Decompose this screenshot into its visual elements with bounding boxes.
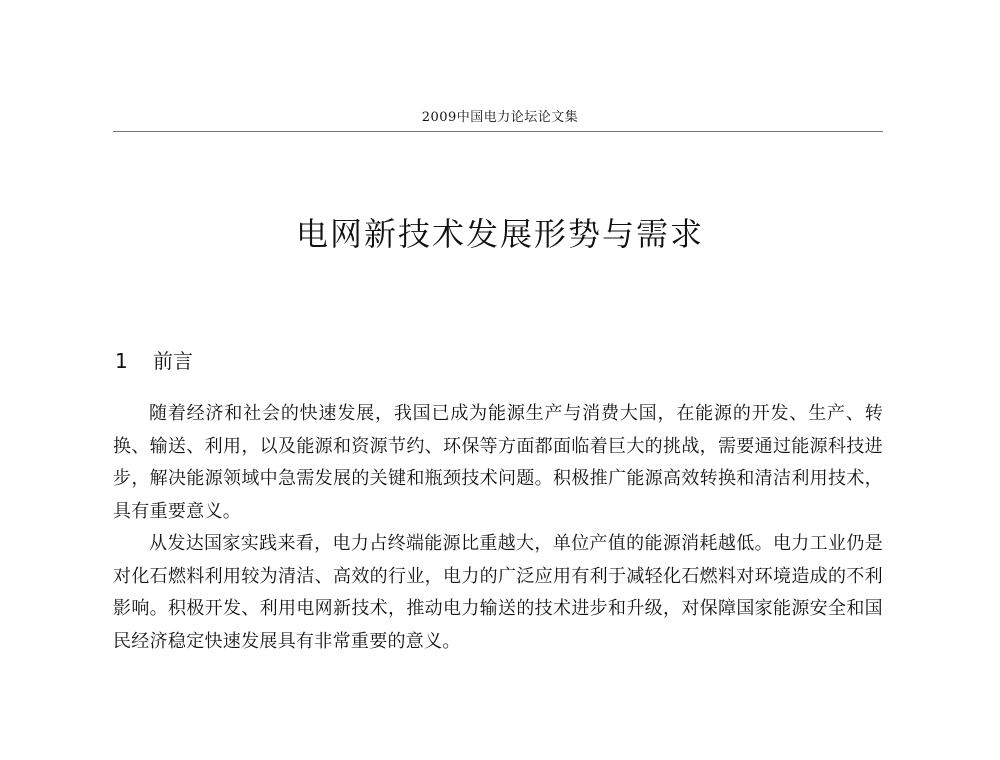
body-text [113, 398, 883, 658]
paragraph-2: 从发达国家实践来看，电力占终端能源比重越大，单位产值的能源消耗越低。电力工业仍是对化石燃料利用较为清洁、高效的行业，电力的广泛应用有利于减轻化石燃料对环境造成的不利影响。积极开发、利用电网新技术，推动电力输送的技术进步和升级，对保障国家能源安全和国民经济稳定快速发展具有非常重要的意义。 [113, 533, 883, 652]
cropped-next-heading-fragment [225, 752, 425, 760]
paragraph-1: 随着经济和社会的快速发展，我国已成为能源生产与消费大国，在能源的开发、生产、转换、输送、利用，以及能源和资源节约、环保等方面都面临着巨大的挑战，需要通过能源科技进步，解决能源领域中急需发展的关键和瓶颈技术问题。积极推广能源高效转换和清洁利用技术，具有重要意义。 [113, 403, 883, 522]
running-header: 2009中国电力论坛论文集 [421, 110, 579, 125]
header-rule [113, 131, 883, 132]
section-title: 前言 [153, 349, 193, 373]
section-heading [115, 346, 193, 376]
paper-title: 电网新技术发展形势与需求 [295, 215, 704, 253]
section-number: 1 [115, 349, 128, 373]
